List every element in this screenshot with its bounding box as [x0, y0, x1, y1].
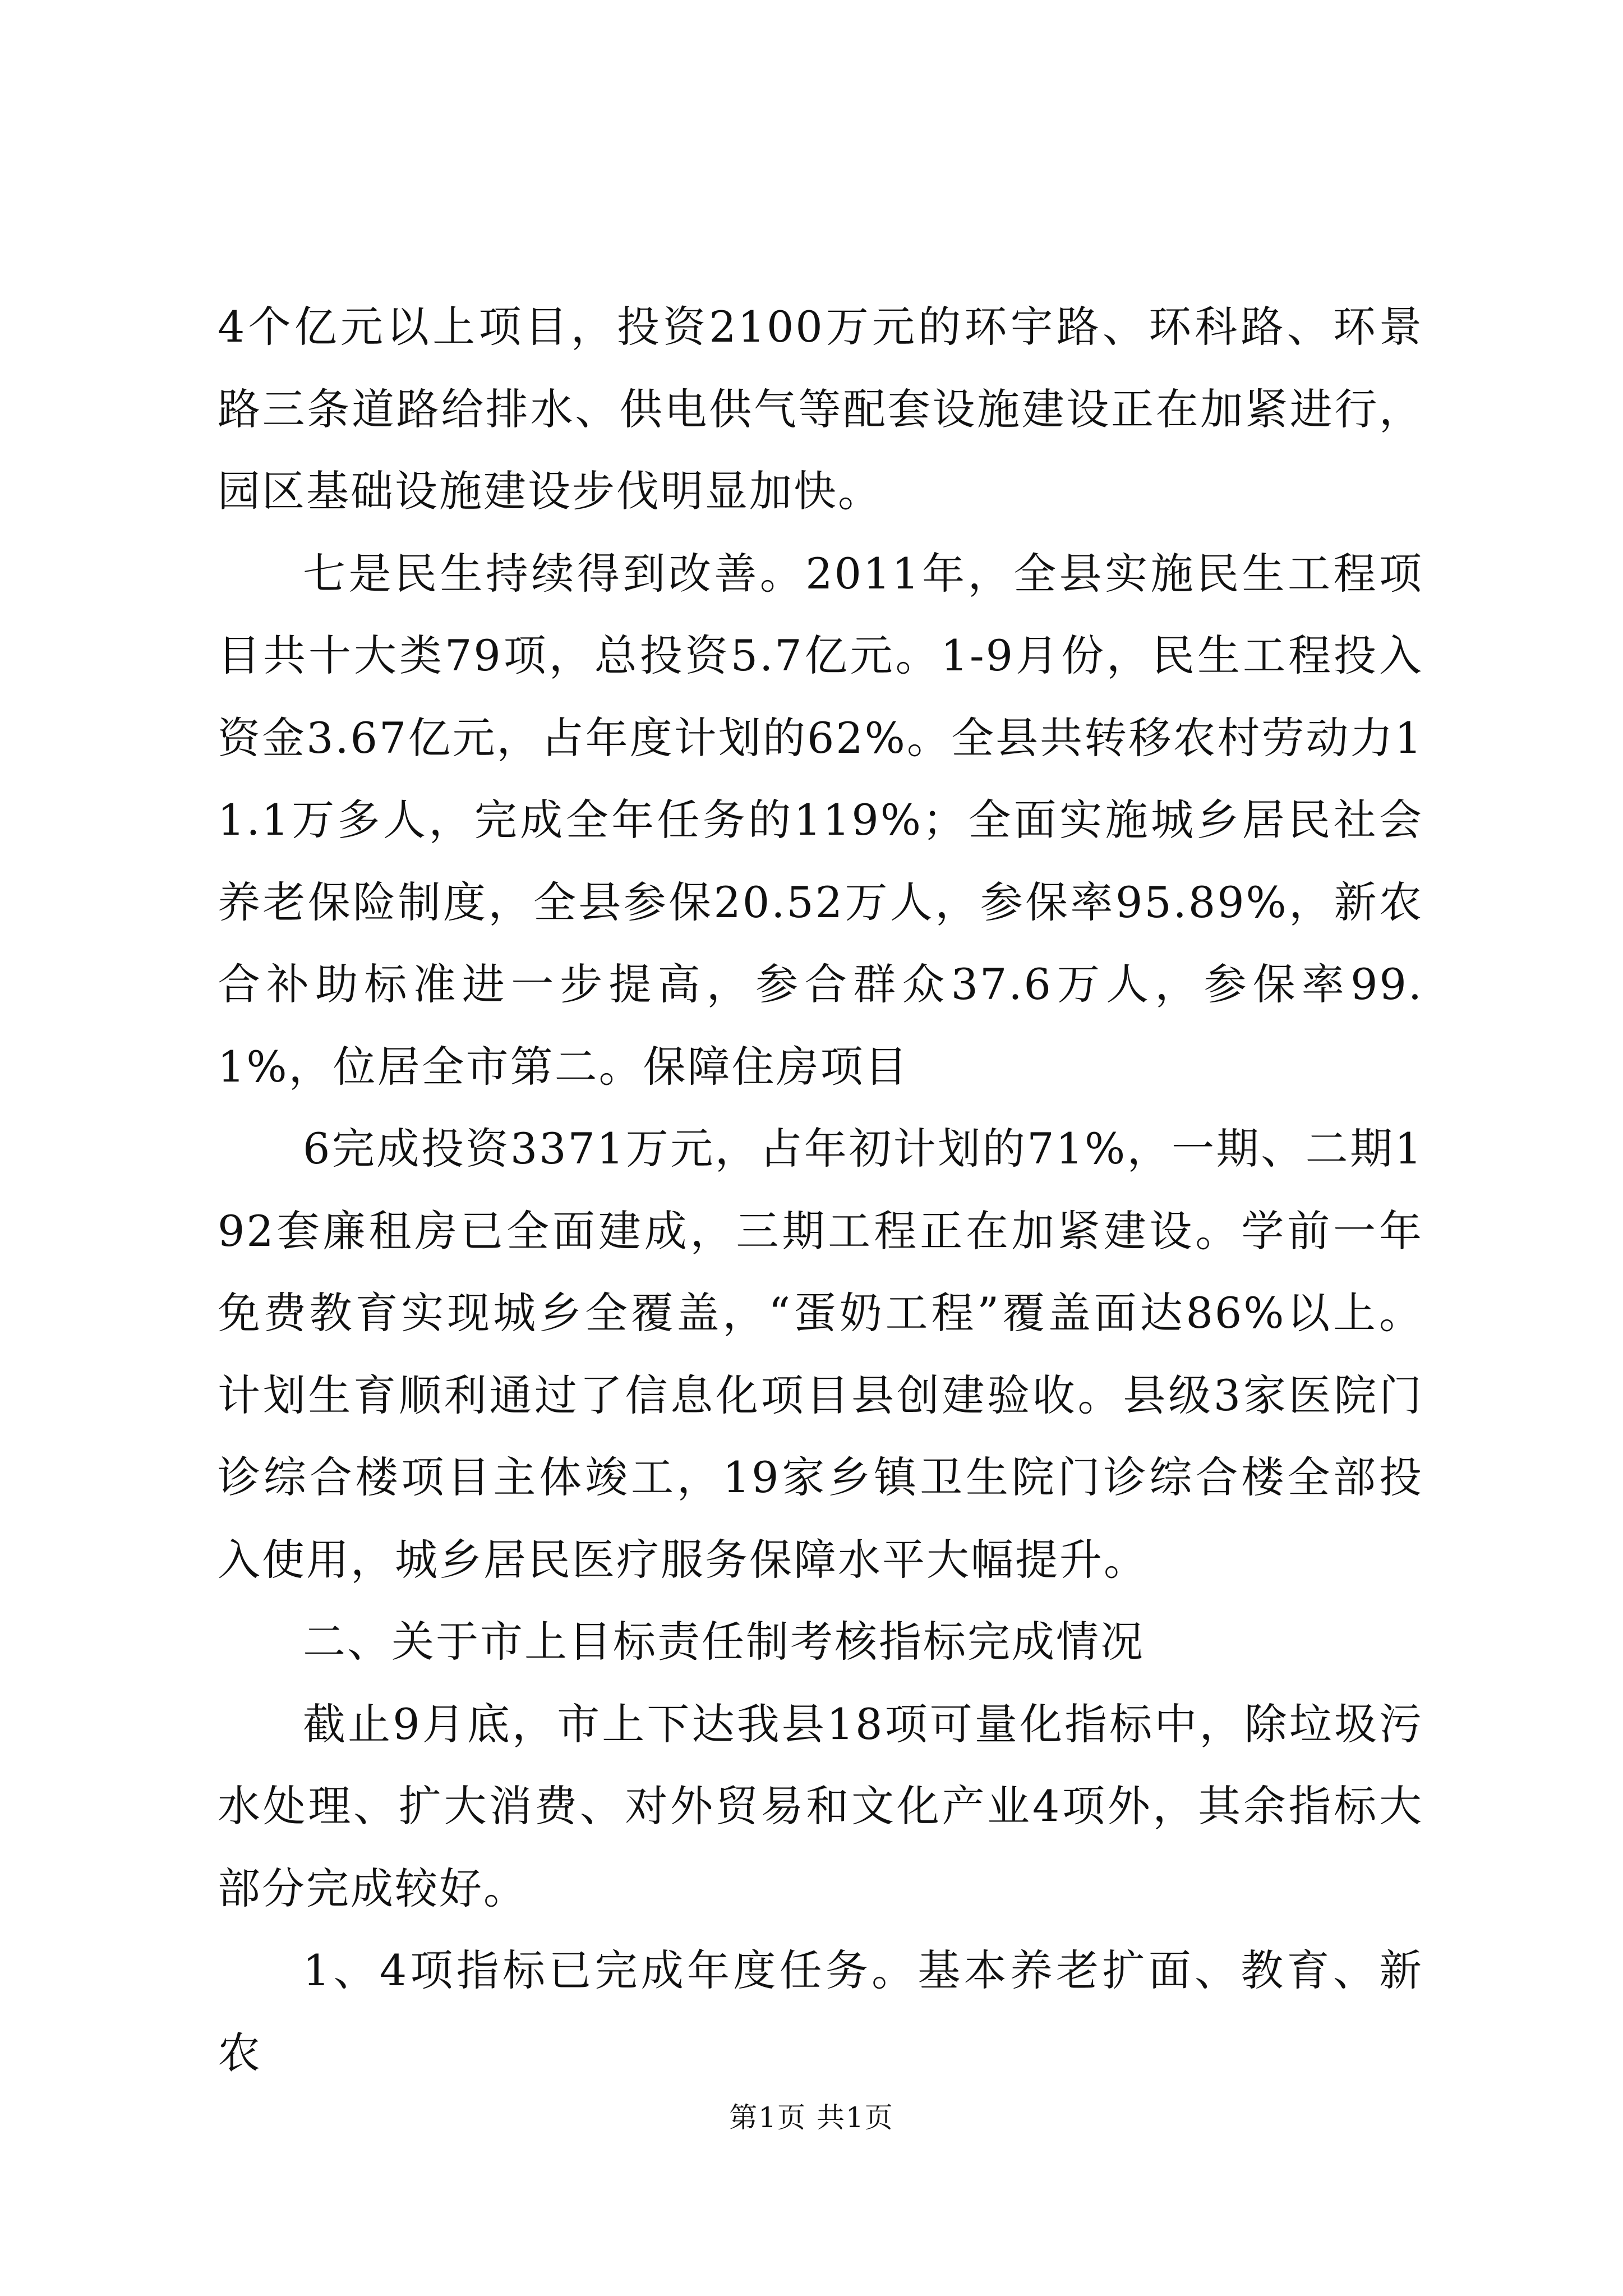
document-body: [218, 286, 1423, 2094]
paragraph-completed-indicators: 1、4项指标已完成年度任务。基本养老扩面、教育、新农: [218, 1945, 1423, 2078]
section-heading-target-assessment: 二、关于市上目标责任制考核指标完成情况: [303, 1617, 1145, 1667]
page-footer: 第1页 共1页: [729, 2101, 894, 2134]
paragraph-livelihood: 七是民生持续得到改善。2011年，全县实施民生工程项目共十大类79项，总投资5.7亿元。1-9月份，民生工程投入资金3.67亿元，占年度计划的62%。全县共转移农村劳动力11.1万多人，完成全年任务的119%；全面实施城乡居民社会养老保险制度，全县参保20.52万人，参保率95.89%，新农合补助标准进一步提高，参合群众37.6万人，参保率99.1%，位居全市第二。保障住房项目: [218, 548, 1423, 1092]
paragraph-housing-education-health: 6完成投资3371万元，占年初计划的71%，一期、二期192套廉租房已全面建成，三期工程正在加紧建设。学前一年免费教育实现城乡全覆盖，“蛋奶工程”覆盖面达86%以上。计划生育顺利通过了信息化项目县创建验收。县级3家医院门诊综合楼项目主体竣工，19家乡镇卫生院门诊综合楼全部投入使用，城乡居民医疗服务保障水平大幅提升。: [218, 1124, 1423, 1585]
paragraph-indicator-summary: 截止9月底，市上下达我县18项可量化指标中，除垃圾污水处理、扩大消费、对外贸易和文化产业4项外，其余指标大部分完成较好。: [218, 1699, 1423, 1913]
paragraph-project-infrastructure: 4个亿元以上项目，投资2100万元的环宇路、环科路、环景路三条道路给排水、供电供气等配套设施建设正在加紧进行，园区基础设施建设步伐明显加快。: [218, 302, 1423, 516]
